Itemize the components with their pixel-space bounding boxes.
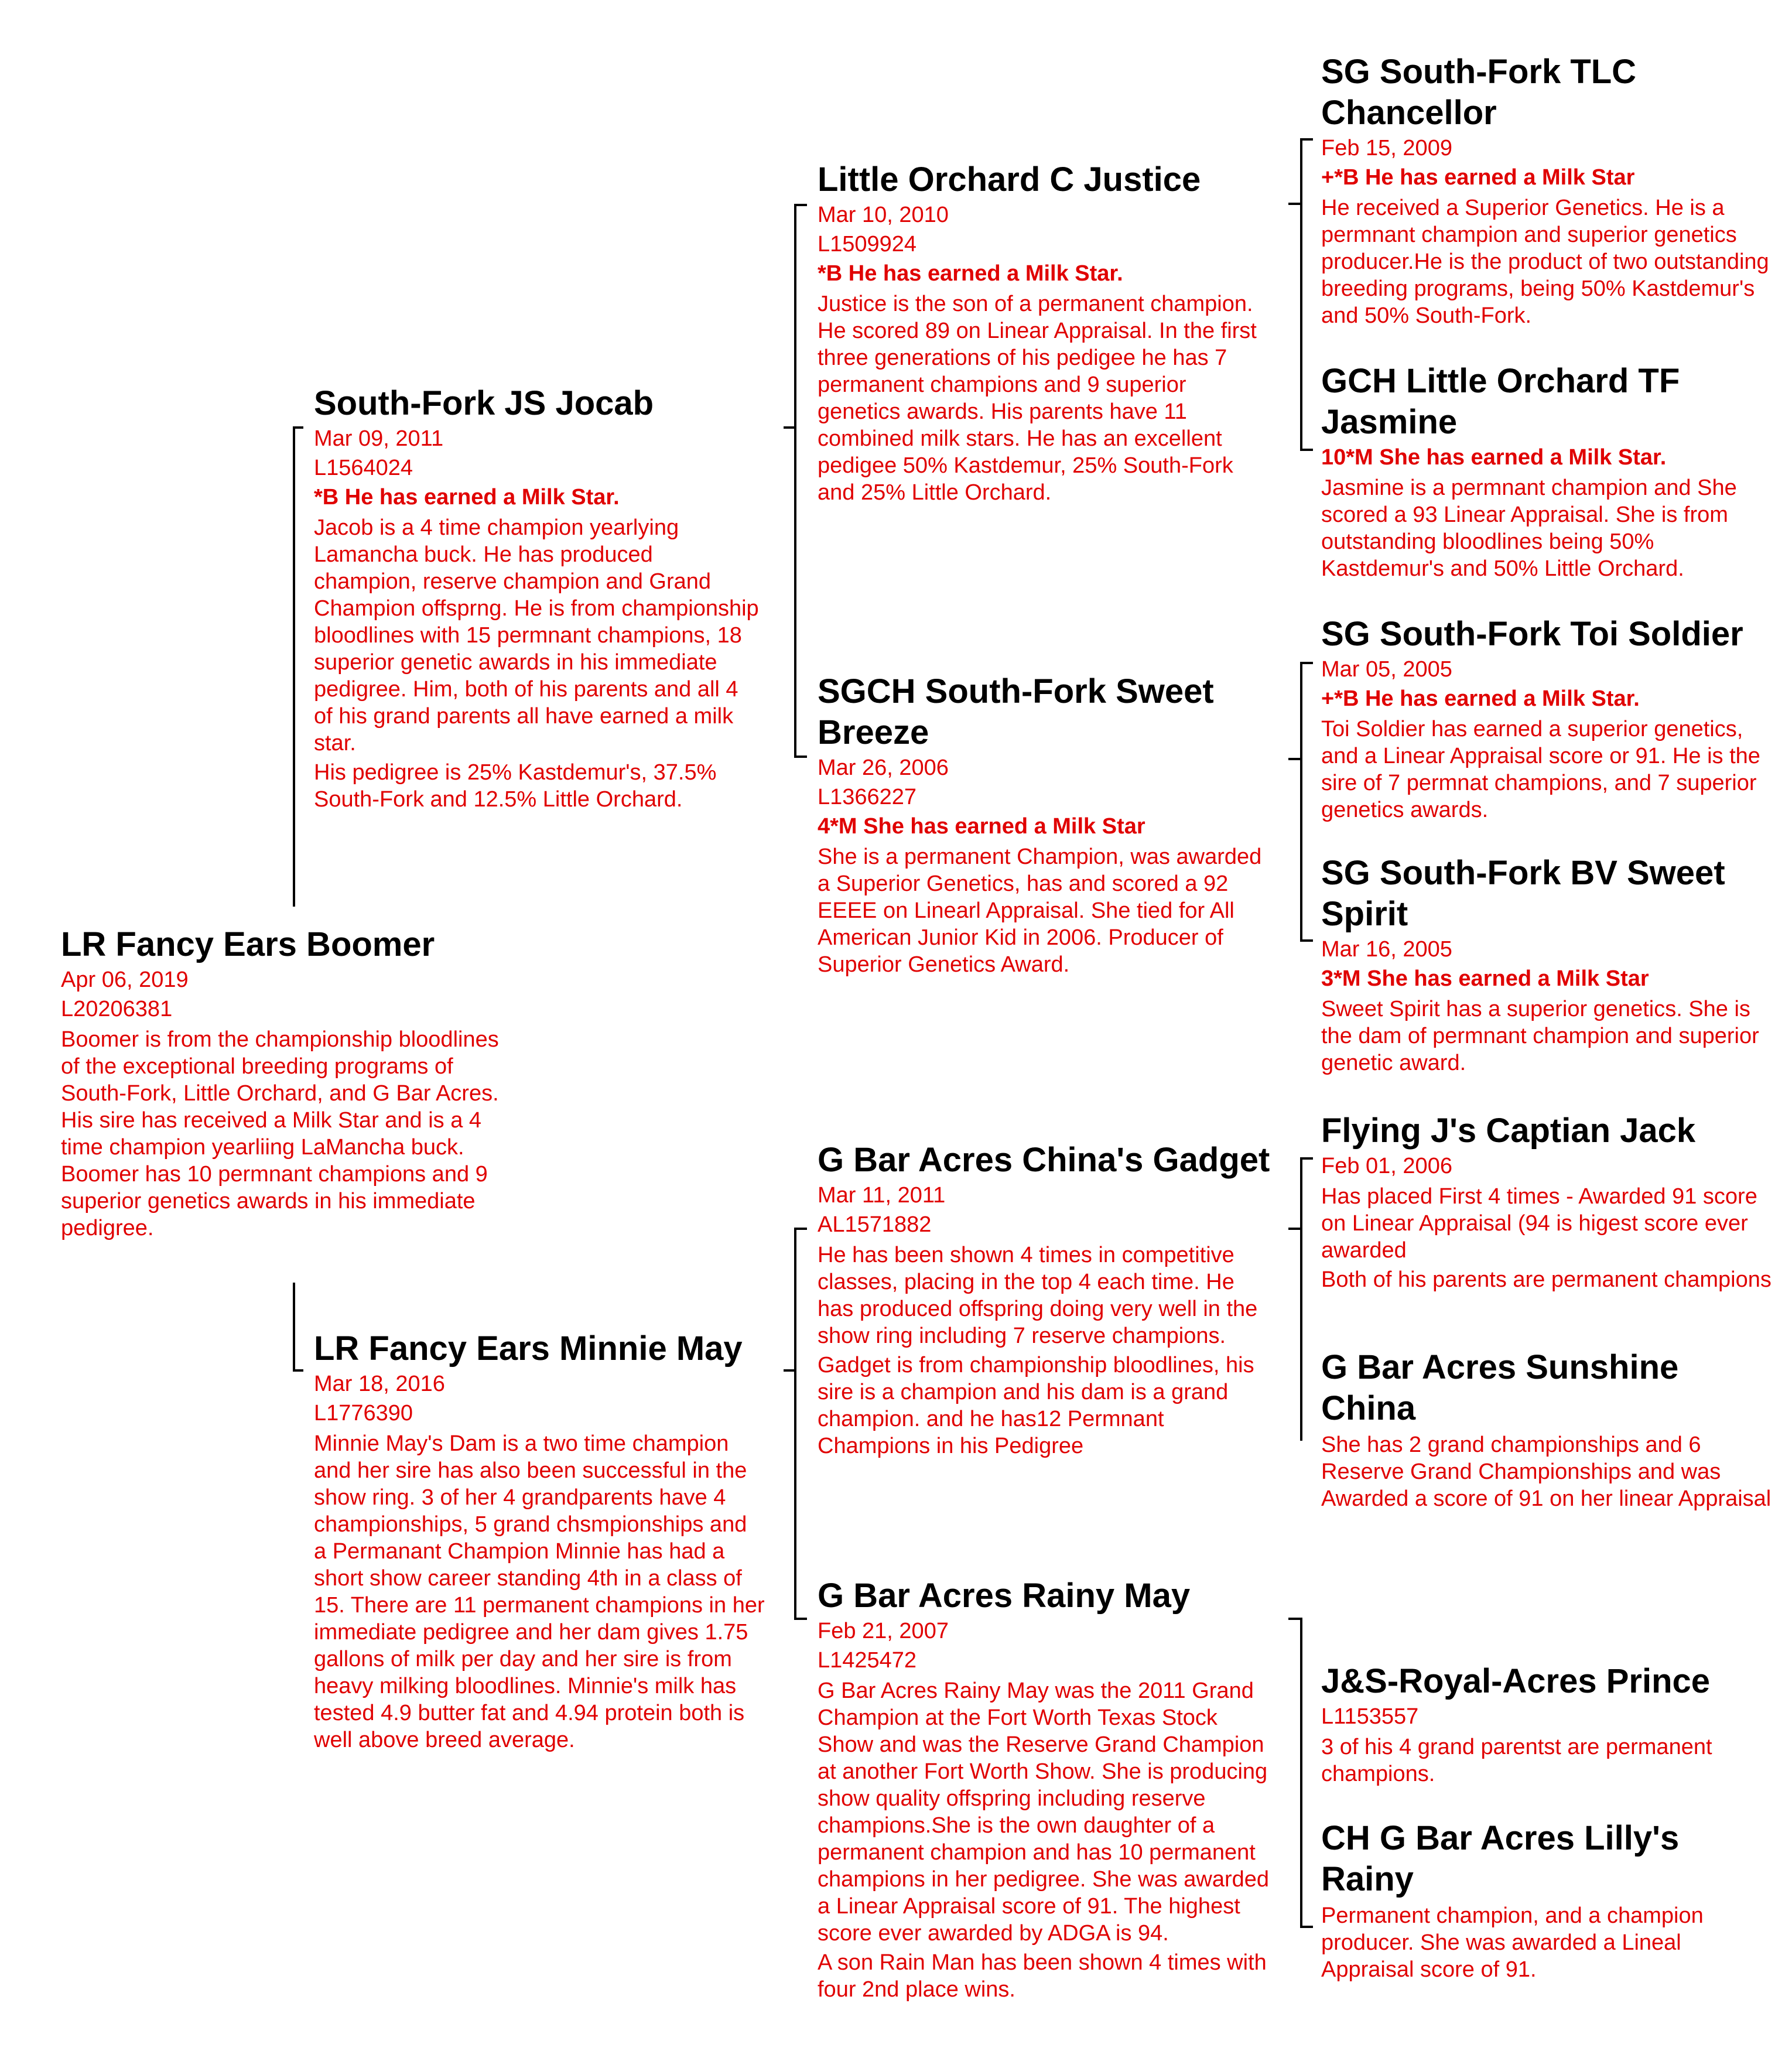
birth-date: Mar 11, 2011: [818, 1183, 946, 1208]
animal-card-sss: [1321, 52, 1778, 329]
connector-line: [1300, 138, 1302, 451]
animal-description: He received a Superior Genetics. He is a permnant champion and superior genetics producer.He is the product of two outstanding breeding programs, being 50% Kastdemur's and 50% South-Fork.: [1321, 196, 1769, 328]
connector-line: [1300, 1157, 1313, 1160]
animal-description: 3 of his 4 grand parentst are permanent champions.: [1321, 1735, 1712, 1786]
animal-description: Minnie May's Dam is a two time champion and her sire has also been successful in the show ring. 3 of her 4 grandparents have 4 championships, 5 grand chsmpionships and a Permanant Champion Minnie has had a short show career standing 4th in a class of 15. There are 11 permanent champions in her immediate pedigree and her dam gives 1.75 gallons of milk per day and her sire is from heavy milking bloodlines. Minnie's milk has tested 4.9 butter fat and 4.94 protein both is well above breed average.: [314, 1431, 765, 1752]
animal-name: LR Fancy Ears Boomer: [61, 925, 435, 963]
animal-card-sire-dam: [818, 671, 1263, 978]
animal-card-dsd: [1321, 1347, 1778, 1512]
connector-line: [1288, 1228, 1302, 1230]
connector-line: [293, 1369, 303, 1372]
connector-line: [1288, 758, 1302, 760]
animal-description: She is a permanent Champion, was awarded a Superior Genetics, has and scored a 92 EEEE on Linearl Appraisal. She tied for All American Junior Kid in 2006. Producer of Superior Genetics Award.: [818, 845, 1262, 977]
registration-number: L1425472: [818, 1648, 917, 1673]
animal-card-dam-dam: [818, 1575, 1274, 2003]
connector-line: [794, 204, 796, 758]
animal-name: Little Orchard C Justice: [818, 160, 1201, 199]
animal-description: A son Rain Man has been shown 4 times with four 2nd place wins.: [818, 1950, 1267, 2002]
animal-name: J&S-Royal-Acres Prince: [1321, 1662, 1711, 1700]
connector-line: [1300, 449, 1313, 451]
registration-number: L1776390: [314, 1401, 413, 1426]
animal-card-sdd: [1321, 853, 1778, 1076]
animal-name: G Bar Acres Rainy May: [818, 1577, 1191, 1615]
birth-date: Feb 15, 2009: [1321, 136, 1452, 160]
animal-name: SG South-Fork TLC Chancellor: [1321, 53, 1637, 132]
birth-date: Mar 09, 2011: [314, 426, 444, 451]
animal-card-sire-sire: [818, 159, 1274, 506]
milk-star-note: *B He has earned a Milk Star.: [818, 261, 1123, 286]
connector-line: [1300, 939, 1313, 942]
connector-line: [794, 1618, 807, 1620]
birth-date: Mar 26, 2006: [818, 756, 949, 780]
animal-card-dam-sire: [818, 1140, 1274, 1459]
connector-line: [293, 426, 303, 429]
animal-description: She has 2 grand championships and 6 Reserve Grand Championships and was Awarded a score of 91 on her linear Appraisal: [1321, 1433, 1772, 1511]
animal-card-sire: [314, 383, 759, 813]
milk-star-note: 4*M She has earned a Milk Star: [818, 814, 1145, 839]
animal-description: Gadget is from championship bloodlines, his sire is a champion and his dam is a grand champion. and he has12 Permnant Champions in his Pedigree: [818, 1353, 1254, 1458]
connector-line: [784, 1369, 796, 1372]
connector-line: [784, 426, 796, 429]
birth-date: Feb 21, 2007: [818, 1619, 949, 1643]
animal-description: His pedigree is 25% Kastdemur's, 37.5% South-Fork and 12.5% Little Orchard.: [314, 760, 717, 812]
animal-name: SG South-Fork Toi Soldier: [1321, 615, 1743, 653]
birth-date: Mar 10, 2010: [818, 203, 949, 227]
animal-description: Jacob is a 4 time champion yearlying Lamancha buck. He has produced champion, reserve champion and Grand Champion offsprng. He is from championship bloodlines with 15 permnant champions, 18 superior genetic awards in his immediate pedigree. Him, both of his parents and all 4 of his grand parents all have earned a milk star.: [314, 515, 759, 756]
connector-line: [794, 1228, 807, 1230]
animal-name: SGCH South-Fork Sweet Breeze: [818, 672, 1214, 751]
connector-line: [1288, 1618, 1302, 1620]
animal-description: Toi Soldier has earned a superior genetics, and a Linear Appraisal score or 91. He is the sire of 7 permnat champions, and 7 superior genetics awards.: [1321, 717, 1760, 822]
connector-line: [794, 1228, 796, 1620]
animal-description: Boomer is from the championship bloodlines of the exceptional breeding programs of South-Fork, Little Orchard, and G Bar Acres. His sire has received a Milk Star and is a 4 time champion yearliing LaMancha buck. Boomer has 10 permnant champions and 9 superior genetics awards in his immediate pedigree.: [61, 1027, 499, 1240]
animal-description: Permanent champion, and a champion producer. She was awarded a Lineal Appraisal score of 91.: [1321, 1903, 1704, 1982]
registration-number: L20206381: [61, 997, 173, 1021]
animal-name: G Bar Acres China's Gadget: [818, 1141, 1270, 1179]
animal-card-dam: [314, 1328, 765, 1753]
animal-description: Sweet Spirit has a superior genetics. She is the dam of permnant champion and superior genetic award.: [1321, 997, 1759, 1075]
animal-description: Has placed First 4 times - Awarded 91 score on Linear Appraisal (94 is higest score ever awarded: [1321, 1184, 1757, 1263]
animal-description: Justice is the son of a permanent champion. He scored 89 on Linear Appraisal. In the first three generations of his pedigee he has 7 permanent champions and 9 superior genetics awards. His parents have 11 combined milk stars. He has an excellent pedigee 50% Kastdemur, 25% South-Fork and 25% Little Orchard.: [818, 292, 1257, 505]
connector-line: [1300, 662, 1302, 942]
milk-star-note: +*B He has earned a Milk Star: [1321, 165, 1635, 190]
animal-card-ddd: [1321, 1818, 1778, 1983]
animal-description: Jasmine is a permnant champion and She scored a 93 Linear Appraisal. She is from outstanding bloodlines being 50% Kastdemur's and 50% Little Orchard.: [1321, 476, 1737, 581]
milk-star-note: 10*M She has earned a Milk Star.: [1321, 445, 1667, 470]
animal-card-subject: [61, 924, 506, 1242]
animal-name: SG South-Fork BV Sweet Spirit: [1321, 854, 1725, 933]
animal-name: South-Fork JS Jocab: [314, 384, 654, 422]
animal-card-dds: [1321, 1661, 1778, 1787]
birth-date: Mar 16, 2005: [1321, 937, 1452, 962]
registration-number: L1153557: [1321, 1704, 1419, 1729]
animal-description: He has been shown 4 times in competitive classes, placing in the top 4 each time. He has produced offspring doing very well in the show ring including 7 reserve champions.: [818, 1243, 1258, 1348]
animal-card-ssd: [1321, 361, 1778, 582]
connector-line: [1288, 203, 1302, 205]
animal-name: LR Fancy Ears Minnie May: [314, 1329, 743, 1368]
connector-line: [794, 756, 807, 758]
birth-date: Mar 05, 2005: [1321, 657, 1452, 682]
registration-number: L1564024: [314, 456, 413, 480]
registration-number: L1366227: [818, 785, 917, 809]
connector-line: [794, 204, 807, 206]
birth-date: Mar 18, 2016: [314, 1372, 445, 1396]
animal-description: G Bar Acres Rainy May was the 2011 Grand Champion at the Fort Worth Texas Stock Show and was the Reserve Grand Champion at another Fort Worth Show. She is producing show quality offspring including reserve champions.She is the own daughter of a permanent champion and has 10 permanent champions in her pedigree. She was awarded a Linear Appraisal score of 91. The highest score ever awarded by ADGA is 94.: [818, 1679, 1270, 1946]
animal-description: Both of his parents are permanent champions: [1321, 1267, 1772, 1292]
connector-line: [1300, 138, 1313, 141]
milk-star-note: 3*M She has earned a Milk Star: [1321, 966, 1649, 991]
animal-card-dss: [1321, 1110, 1778, 1293]
connector-line: [1300, 662, 1313, 664]
animal-card-sds: [1321, 614, 1784, 823]
registration-number: AL1571882: [818, 1212, 932, 1237]
connector-line: [1300, 1926, 1313, 1928]
birth-date: Apr 06, 2019: [61, 968, 189, 992]
milk-star-note: *B He has earned a Milk Star.: [314, 485, 620, 510]
birth-date: Feb 01, 2006: [1321, 1154, 1452, 1178]
animal-name: GCH Little Orchard TF Jasmine: [1321, 362, 1680, 441]
animal-name: Flying J's Captian Jack: [1321, 1112, 1696, 1150]
animal-name: G Bar Acres Sunshine China: [1321, 1348, 1679, 1427]
milk-star-note: +*B He has earned a Milk Star.: [1321, 686, 1640, 711]
registration-number: L1509924: [818, 232, 917, 257]
connector-line: [1300, 1618, 1302, 1928]
animal-name: CH G Bar Acres Lilly's Rainy: [1321, 1819, 1680, 1898]
connector-line: [1300, 1157, 1302, 1441]
connector-line: [293, 1283, 295, 1372]
connector-line: [293, 426, 295, 907]
